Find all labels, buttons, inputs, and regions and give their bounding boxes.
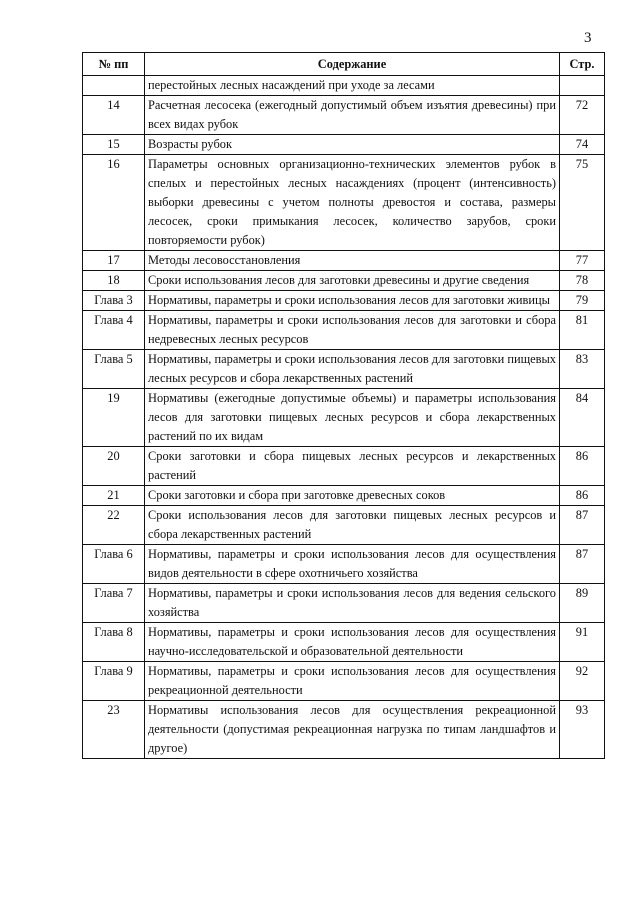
row-num [83, 76, 145, 96]
row-page: 87 [560, 545, 605, 584]
table-row [83, 486, 605, 506]
table-row [83, 271, 605, 291]
row-title: перестойных лесных насаждений при уходе за лесами [145, 76, 560, 96]
row-title: Нормативы, параметры и сроки использования лесов для осуществления видов деятельности в сфере охотничьего хозяйства [145, 545, 560, 584]
row-title: Нормативы (ежегодные допустимые объемы) и параметры использования лесов для заготовки пищевых лесных ресурсов и сбора лекарственных растений по их видам [145, 389, 560, 447]
row-title: Нормативы, параметры и сроки использования лесов для заготовки пищевых лесных ресурсов и сбора лекарственных растений [145, 350, 560, 389]
row-title: Нормативы, параметры и сроки использования лесов для заготовки живицы [145, 291, 560, 311]
table-row [83, 623, 605, 662]
row-title: Возрасты рубок [145, 135, 560, 155]
row-page: 86 [560, 486, 605, 506]
contents-table [82, 52, 605, 759]
row-page: 84 [560, 389, 605, 447]
header-num: № пп [83, 53, 145, 76]
page-number: 3 [584, 30, 592, 46]
row-num: 17 [83, 251, 145, 271]
table-row [83, 545, 605, 584]
table-row [83, 447, 605, 486]
row-page: 89 [560, 584, 605, 623]
table-row [83, 311, 605, 350]
row-page: 72 [560, 96, 605, 135]
table-row [83, 584, 605, 623]
table-row [83, 506, 605, 545]
row-num: Глава 4 [83, 311, 145, 350]
row-title: Сроки использования лесов для заготовки древесины и другие сведения [145, 271, 560, 291]
row-page: 81 [560, 311, 605, 350]
row-title: Методы лесовосстановления [145, 251, 560, 271]
table-row [83, 76, 605, 96]
row-page [560, 76, 605, 96]
table-row [83, 135, 605, 155]
row-page: 86 [560, 447, 605, 486]
row-num: Глава 5 [83, 350, 145, 389]
row-page: 79 [560, 291, 605, 311]
table-row [83, 389, 605, 447]
table-row [83, 251, 605, 271]
row-page: 91 [560, 623, 605, 662]
row-num: 15 [83, 135, 145, 155]
row-num: Глава 9 [83, 662, 145, 701]
row-title: Нормативы, параметры и сроки использования лесов для осуществления рекреационной деятельности [145, 662, 560, 701]
row-num: 18 [83, 271, 145, 291]
row-num: Глава 6 [83, 545, 145, 584]
row-title: Нормативы использования лесов для осуществления рекреационной деятельности (допустимая рекреационная нагрузка по типам ландшафтов и другое) [145, 701, 560, 759]
row-page: 92 [560, 662, 605, 701]
row-page: 77 [560, 251, 605, 271]
row-num: 22 [83, 506, 145, 545]
row-title: Нормативы, параметры и сроки использования лесов для осуществления научно-исследовательской и образовательной деятельности [145, 623, 560, 662]
row-title: Параметры основных организационно-технических элементов рубок в спелых и перестойных лесных насаждениях (процент (интенсивность) выборки древесины с учетом полноты древостоя и состава, размеры лесосек, сроки примыкания лесосек, количество зарубов, сроки повторяемости рубок) [145, 155, 560, 251]
row-page: 83 [560, 350, 605, 389]
row-page: 93 [560, 701, 605, 759]
table-header-row [83, 53, 605, 76]
row-page: 74 [560, 135, 605, 155]
row-num: Глава 3 [83, 291, 145, 311]
header-title: Содержание [145, 53, 560, 76]
row-title: Сроки заготовки и сбора при заготовке древесных соков [145, 486, 560, 506]
row-title: Расчетная лесосека (ежегодный допустимый объем изъятия древесины) при всех видах рубок [145, 96, 560, 135]
row-num: Глава 8 [83, 623, 145, 662]
row-page: 78 [560, 271, 605, 291]
table-row [83, 291, 605, 311]
row-page: 75 [560, 155, 605, 251]
table-row [83, 155, 605, 251]
table-row [83, 96, 605, 135]
row-num: 21 [83, 486, 145, 506]
row-title: Сроки использования лесов для заготовки пищевых лесных ресурсов и сбора лекарственных растений [145, 506, 560, 545]
row-num: 16 [83, 155, 145, 251]
row-num: Глава 7 [83, 584, 145, 623]
row-num: 23 [83, 701, 145, 759]
row-title: Нормативы, параметры и сроки использования лесов для ведения сельского хозяйства [145, 584, 560, 623]
row-num: 19 [83, 389, 145, 447]
row-page: 87 [560, 506, 605, 545]
row-title: Нормативы, параметры и сроки использования лесов для заготовки и сбора недревесных лесных ресурсов [145, 311, 560, 350]
table-row [83, 701, 605, 759]
row-title: Сроки заготовки и сбора пищевых лесных ресурсов и лекарственных растений [145, 447, 560, 486]
table-row [83, 350, 605, 389]
row-num: 20 [83, 447, 145, 486]
table-row [83, 662, 605, 701]
header-page: Стр. [560, 53, 605, 76]
row-num: 14 [83, 96, 145, 135]
